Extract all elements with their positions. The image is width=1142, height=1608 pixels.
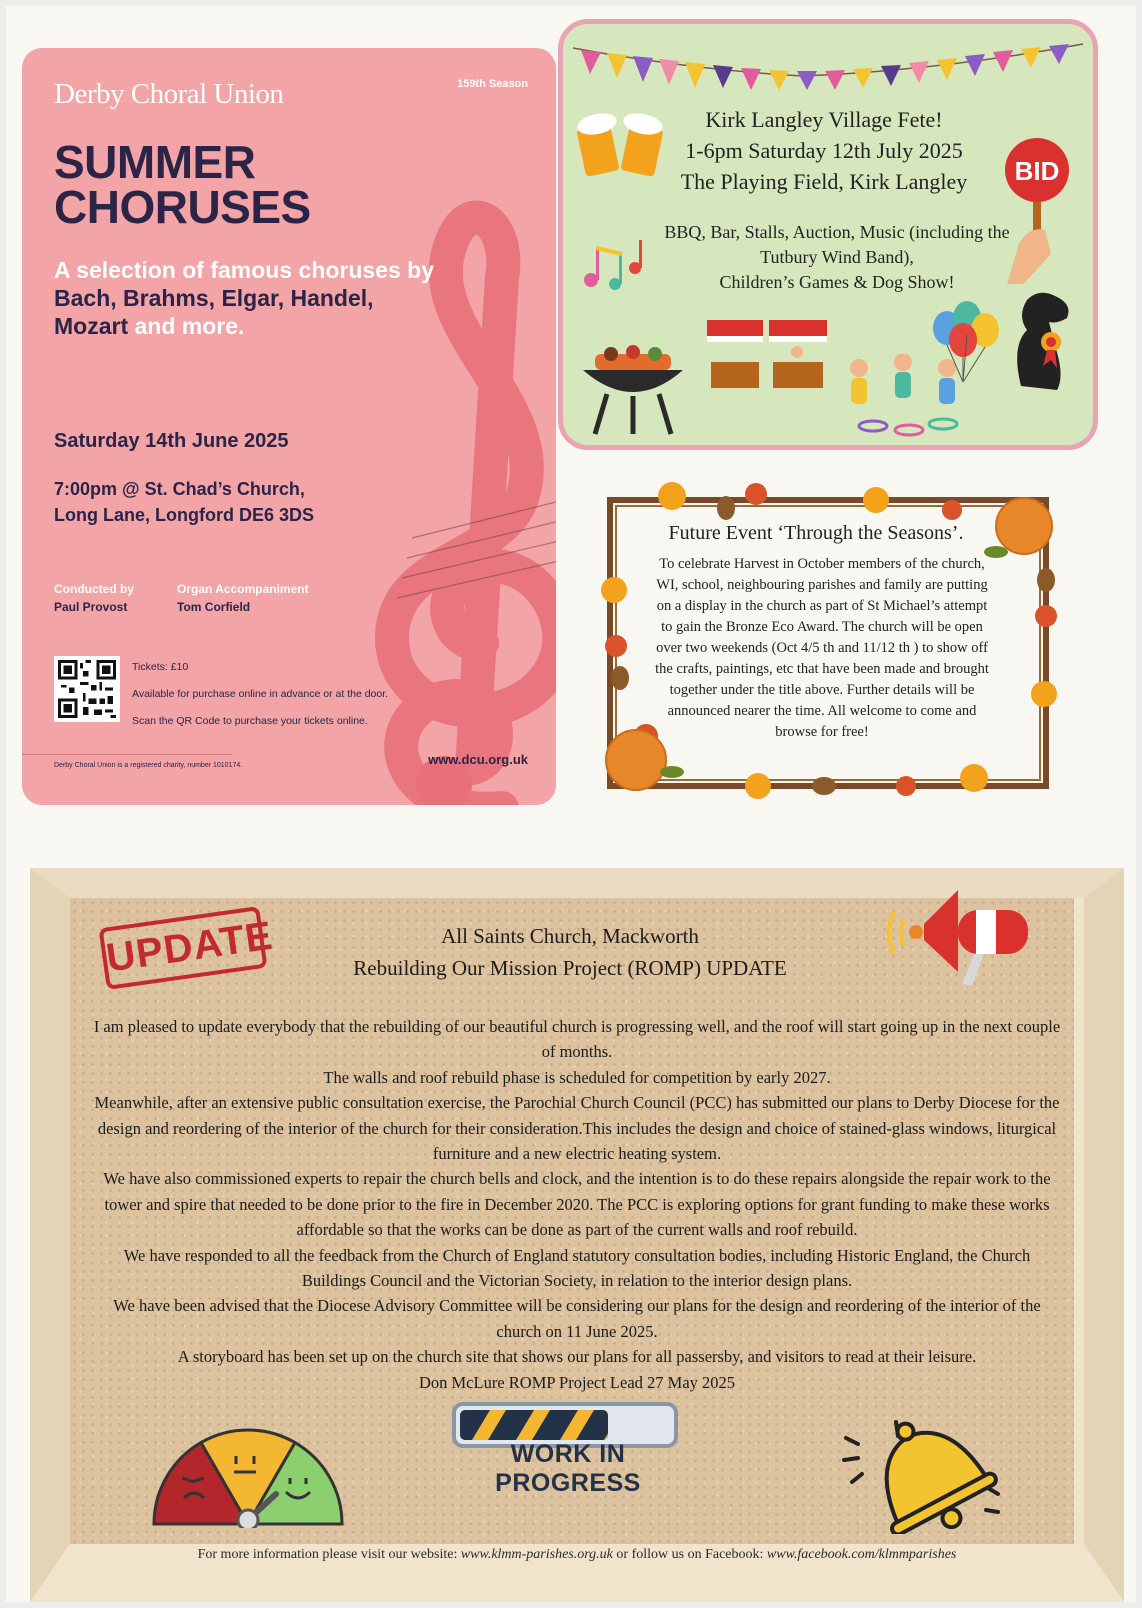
mood-gauge-icon [148,1424,348,1528]
divider [22,754,232,755]
ticket-price: Tickets: £10 [132,661,189,673]
concert-date: Saturday 14th June 2025 [54,430,289,452]
fete-datetime: 1-6pm Saturday 12th July 2025 [685,138,963,163]
update-paragraph: The walls and roof rebuild phase is scheduled for competition by early 2027. [323,1067,831,1087]
footer-prefix: For more information please visit our website: [197,1547,461,1562]
title-line-2: CHORUSES [54,181,311,233]
activities-line-1: BBQ, Bar, Stalls, Auction, Music (including the Tutbury Wind Band), [664,222,1010,267]
bell-icon [838,1408,1008,1534]
organist-name: Tom Corfield [177,600,251,614]
season-label: 159th Season [457,78,528,90]
seasons-title: Future Event ‘Through the Seasons’. [668,522,964,544]
qr-code-icon[interactable] [54,656,120,722]
market-stalls-icon [703,314,833,398]
romp-heading [290,920,850,984]
parish-website-link[interactable]: www.klmm-parishes.org.uk [460,1547,613,1562]
conductor-name: Paul Provost [54,600,128,614]
fete-title: Kirk Langley Village Fete! [705,107,943,132]
website-link[interactable]: www.dcu.org.uk [428,752,528,767]
concert-venue [54,476,374,528]
update-signature: Don McLure ROMP Project Lead 27 May 2025 [418,1372,736,1392]
intro-part-1: A selection of famous choruses by [54,257,435,283]
concert-title [54,136,311,233]
concert-poster [22,48,556,805]
project-title: Rebuilding Our Mission Project (ROMP) UPDATE [353,956,787,980]
bbq-grill-icon [577,324,689,436]
newsletter-page [6,6,1136,1602]
organist-credit [177,580,309,616]
fete-heading [659,104,989,197]
ticket-availability: Available for purchase online in advance or at the door. [132,688,389,700]
venue-line-2: Long Lane, Longford DE6 3DS [54,505,314,525]
concert-intro [54,256,454,340]
romp-update-board [30,868,1124,1602]
activities-line-2: Children’s Games & Dog Show! [719,272,955,292]
facebook-link[interactable]: www.facebook.com/klmmparishes [766,1547,957,1562]
music-notes-icon [577,234,647,294]
ticket-qr-note: Scan the QR Code to purchase your tickets online. [132,715,368,727]
update-paragraph: We have been advised that the Diocese Advisory Committee will be considering our plans for the design and reordering of the interior of the church on 11 June 2025. [113,1296,1041,1341]
update-paragraph: We have also commissioned experts to repair the church bells and clock, and the intention is to do these repairs alongside the repair work to the tower and spire that needed to be done prior to the fire in December 2020. The PCC is exploring options for grant funding to make these works affordable so that the works can be done as part of the current walls and roof rebuild. [103,1169,1051,1240]
title-line-1: SUMMER [54,136,256,188]
update-paragraph: I am pleased to update everybody that the rebuilding of our beautiful church is progressing well, and the roof will start going up in the next couple of months. [93,1017,1061,1062]
charity-note: Derby Choral Union is a registered charity, number 1010174. [54,762,243,769]
church-name: All Saints Church, Mackworth [441,924,699,948]
organisation-name: Derby Choral Union [54,78,284,110]
work-in-progress-label: WORK IN PROGRESS [495,1440,641,1497]
ticket-info [132,654,388,735]
fete-activities [647,220,1027,295]
update-paragraph: We have responded to all the feedback from the Church of England statutory consultation bodies, including Historic England, the Church Buildings Council and the Victorian Society, in relation to the interior design plans. [123,1245,1031,1291]
footer-middle: or follow us on Facebook: [612,1547,767,1562]
beer-mugs-icon [573,102,669,186]
seasons-event-notice [576,456,1086,846]
bunting-icon [563,30,1093,90]
conductor-label: Conducted by [54,582,134,596]
megaphone-icon [880,888,1040,988]
venue-line-1: 7:00pm @ St. Chad’s Church, [54,479,305,499]
village-fete-poster [558,19,1098,450]
board-footer [60,1547,1094,1563]
organ-label: Organ Accompaniment [177,582,309,596]
dog-icon [993,286,1083,396]
conductor-credit [54,580,134,616]
romp-update-text [90,1014,1064,1395]
intro-part-3: and more. [128,313,245,339]
update-paragraph: Meanwhile, after an extensive public consultation exercise, the Parochial Church Council (PCC) has submitted our plans to Derby Diocese for the design and reordering of the interior of the church for their consideration.This includes the design and choice of stained-glass windows, liturgical furniture and a new electric heating system. [94,1093,1060,1164]
bid-sign-text: BID [1014,156,1060,186]
fete-location: The Playing Field, Kirk Langley [680,169,968,194]
seasons-description: To celebrate Harvest in October members of the church, WI, school, neighbouring parishes and family are putting on a display in the church as part of St Michael’s attempt to gain the Bronze Eco Award. The church will be open over two weekends (Oct 4/5 th and 11/12 th ) to show off the crafts, paintings, etc that have been made and brought together under the title above. Further details will be announced nearer the time. All welcome to come and browse for free! [655,556,989,740]
composer-list: Bach, Brahms, Elgar, Handel, Mozart [54,285,374,339]
update-paragraph: A storyboard has been set up on the church site that shows our plans for all passersby, and visitors to read at their leisure. [177,1347,977,1367]
update-stamp: UPDATE [98,906,267,990]
